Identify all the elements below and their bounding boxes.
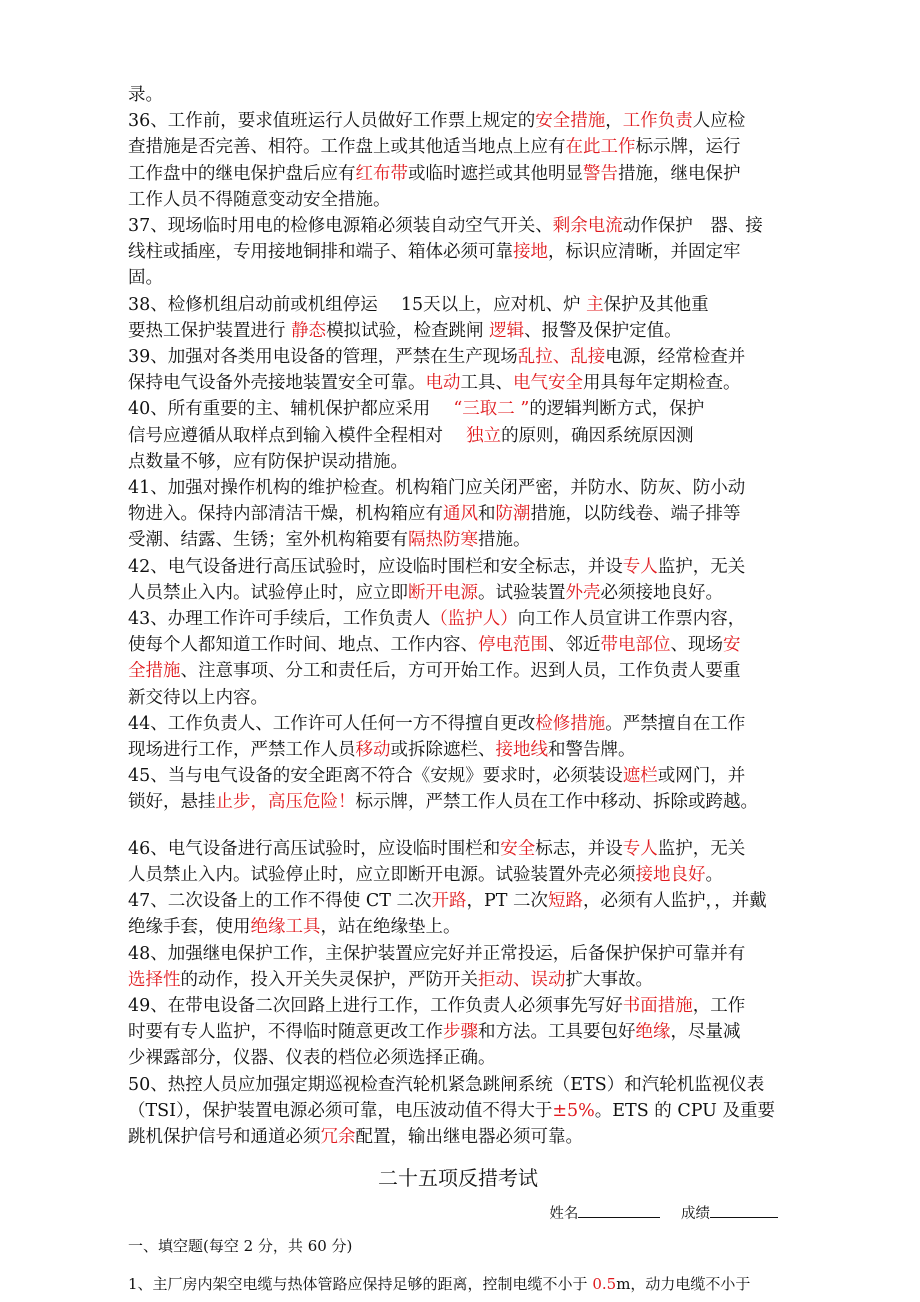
text-segment: 跳机保护信号和通道必须	[128, 1126, 321, 1147]
text-line	[128, 423, 788, 449]
highlighted-answer: 开路	[431, 891, 467, 912]
question-1	[128, 1272, 788, 1296]
text-line	[128, 836, 788, 862]
text-line	[128, 888, 788, 914]
document-page	[128, 82, 788, 1296]
text-segment: 42、电气设备进行高压试验时，应设临时围栏和安全标志，并设	[128, 556, 623, 577]
highlighted-answer: ±5%	[552, 1100, 595, 1121]
text-segment: 和方法。工具要包好	[478, 1022, 636, 1043]
text-segment: 录。	[128, 85, 163, 105]
text-segment: 必须接地良好。	[600, 582, 723, 603]
highlighted-answer: 独立	[466, 425, 502, 446]
text-segment: 措施，继电保护	[618, 163, 741, 184]
text-line	[128, 711, 788, 737]
text-segment: 线柱或插座，专用接地铜排和端子、箱体必须可靠	[128, 242, 513, 263]
highlighted-answer: 0.5	[592, 1275, 617, 1294]
text-line	[128, 862, 788, 888]
text-segment: 使每个人都知道工作时间、地点、工作内容、	[128, 635, 478, 656]
text-line	[128, 134, 788, 160]
highlighted-answer: 绝缘	[635, 1022, 671, 1043]
highlighted-answer: 专人	[622, 556, 658, 577]
highlighted-answer: 警告	[583, 163, 618, 184]
highlighted-answer: 防潮	[495, 504, 531, 525]
text-line	[128, 161, 788, 187]
highlighted-answer: 步骤	[443, 1022, 478, 1043]
text-line	[128, 239, 788, 265]
highlighted-answer: 检修措施	[535, 713, 606, 734]
highlighted-answer: 接地良好	[635, 864, 706, 885]
text-line	[128, 580, 788, 606]
text-line	[128, 1098, 788, 1124]
text-segment: 或拆除遮栏、	[390, 740, 496, 761]
text-segment: 、现场	[670, 635, 723, 656]
text-segment: 动作保护 器、接	[622, 216, 763, 237]
text-line	[128, 108, 788, 134]
text-segment: 措施。	[478, 530, 531, 551]
text-line	[128, 527, 788, 553]
highlighted-answer: 通风	[443, 504, 478, 525]
name-label: 姓名	[549, 1206, 579, 1223]
paragraph-gap	[128, 816, 788, 836]
text-segment: 新交待以上内容。	[128, 687, 268, 708]
text-segment: 标示牌，运行	[635, 137, 741, 158]
text-segment: 。试验装置	[478, 582, 566, 603]
highlighted-answer: 外壳	[565, 582, 601, 603]
exam-title: 二十五项反措考试	[378, 1166, 538, 1191]
highlighted-answer: 接地	[513, 242, 548, 263]
text-segment: 。	[705, 864, 723, 885]
text-segment: 的逻辑判断方式，保护	[529, 399, 705, 420]
text-segment: 人员禁止入内。试验停止时，应立即断开电源。试验装置外壳必须	[128, 864, 636, 885]
text-segment: 时要有专人监护，不得临时随意更改工作	[128, 1022, 443, 1043]
text-segment: 受潮、结露、生锈；室外机构箱要有	[128, 530, 408, 551]
text-line	[128, 475, 788, 501]
text-segment: 和	[478, 504, 496, 525]
highlighted-answer: 安全	[500, 838, 536, 859]
highlighted-answer: 红布带	[355, 163, 408, 184]
text-segment: 44、工作负责人、工作许可人任何一方不得擅自更改	[128, 713, 536, 734]
text-segment: 和警告牌。	[548, 740, 636, 761]
text-segment: 查措施是否完善、相符。工作盘上或其他适当地点上应有	[128, 137, 566, 158]
text-segment: 工作盘中的继电保护盘后应有	[128, 163, 356, 184]
text-segment: 保持电气设备外壳接地装置安全可靠。	[128, 373, 426, 394]
highlighted-answer: 专人	[622, 838, 658, 859]
text-segment: 监护，无关	[657, 838, 746, 859]
text-line	[128, 344, 788, 370]
text-segment: 保护及其他重	[603, 294, 709, 315]
text-segment: 要热工保护装置进行	[128, 320, 292, 341]
highlighted-answer: 工作负责	[622, 111, 693, 132]
highlighted-answer: 接地线	[495, 740, 548, 761]
text-line	[128, 941, 788, 967]
highlighted-answer: 绝缘工具	[250, 917, 321, 938]
text-line	[128, 606, 788, 632]
highlighted-answer: 在此工作	[565, 137, 636, 158]
highlighted-answer: 停电范围	[478, 635, 548, 656]
text-segment: 38、检修机组启动前或机组停运 15天以上，应对机、炉	[128, 294, 587, 315]
text-line	[128, 187, 788, 213]
text-line	[128, 658, 788, 684]
text-line	[128, 318, 788, 344]
text-segment: 。严禁擅自在工作	[605, 713, 746, 734]
highlighted-answer: 乱拉、乱接	[517, 347, 606, 368]
highlighted-answer: 带电部位	[600, 635, 671, 656]
text-segment: 工作人员不得随意变动安全措施。	[128, 189, 391, 210]
answer-block-46-50	[128, 836, 788, 1150]
text-segment: 。ETS 的 CPU 及重要	[594, 1100, 775, 1121]
text-segment: ，工作	[692, 995, 746, 1016]
highlighted-answer: 遮栏	[622, 766, 658, 787]
text-line	[128, 1072, 788, 1098]
highlighted-answer: 选择性	[128, 969, 181, 990]
highlighted-answer: 止步，高压危险！	[215, 792, 356, 813]
text-line	[128, 914, 788, 940]
highlighted-answer: 电气安全	[513, 373, 583, 394]
highlighted-answer: “三取二 ”	[453, 399, 530, 420]
text-segment: 37、现场临时用电的检修电源箱必须装自动空气开关、	[128, 216, 553, 237]
text-segment: 向工作人员宣讲工作票内容，	[517, 609, 746, 630]
text-segment: ，PT 二次	[466, 891, 548, 912]
answer-block-36-45	[128, 82, 788, 816]
highlighted-answer: 逻辑	[489, 320, 525, 341]
text-segment: 、邻近	[548, 635, 601, 656]
text-segment: 39、加强对各类用电设备的管理，严禁在生产现场	[128, 347, 518, 368]
text-line	[128, 789, 788, 815]
section-heading: 一、填空题(每空 2 分，共 60 分)	[128, 1237, 353, 1256]
text-segment: 或网门，并	[657, 766, 746, 787]
text-segment: 锁好，悬挂	[128, 792, 216, 813]
highlighted-answer: 全措施	[128, 661, 181, 682]
highlighted-answer: 主	[586, 294, 604, 315]
text-segment: 标志，并设	[535, 838, 623, 859]
name-blank[interactable]	[578, 1202, 660, 1218]
name-score-row	[128, 1202, 788, 1226]
text-segment: 49、在带电设备二次回路上进行工作，工作负责人必须事先写好	[128, 995, 623, 1016]
text-segment: 现场进行工作，严禁工作人员	[128, 740, 356, 761]
text-segment: 47、二次设备上的工作不得使 CT 二次	[128, 891, 432, 912]
highlighted-answer: 冗余	[320, 1126, 356, 1147]
highlighted-answer: （监护人）	[430, 609, 518, 630]
text-line	[128, 554, 788, 580]
text-line	[128, 292, 788, 318]
text-segment: 固。	[128, 268, 163, 289]
text-line	[128, 1045, 788, 1071]
highlighted-answer: 书面措施	[622, 995, 693, 1016]
text-line	[128, 265, 788, 291]
text-segment: 人应检	[692, 111, 746, 132]
text-line	[128, 82, 788, 108]
highlighted-answer: 短路	[547, 891, 583, 912]
text-segment: 46、电气设备进行高压试验时，应设临时围栏和	[128, 838, 501, 859]
text-segment: ，	[605, 111, 623, 132]
text-segment: 50、热控人员应加强定期巡视检查汽轮机紧急跳闸系统（ETS）和汽轮机监视仪表	[128, 1074, 765, 1095]
text-segment: ，必须有人监护，，并戴	[582, 891, 767, 912]
text-segment: 的动作，投入开关失灵保护，严防开关	[180, 969, 478, 990]
text-segment: 扩大事故。	[565, 969, 653, 990]
highlighted-answer: 断开电源	[408, 582, 478, 603]
text-segment: 工具、	[460, 373, 513, 394]
score-blank[interactable]	[710, 1202, 778, 1218]
text-segment: ，尽量减	[670, 1022, 741, 1043]
text-line	[128, 1124, 788, 1150]
text-segment: 45、当与电气设备的安全距离不符合《安规》要求时，必须装设	[128, 766, 623, 787]
text-line	[128, 370, 788, 396]
text-line	[128, 396, 788, 422]
text-line	[128, 993, 788, 1019]
text-segment: 电源，经常检查并	[605, 347, 746, 368]
text-segment: 监护，无关	[657, 556, 746, 577]
text-line	[128, 632, 788, 658]
text-segment: 模拟试验，检查跳闸	[326, 320, 490, 341]
text-line	[128, 685, 788, 711]
text-segment: 40、所有重要的主、辅机保护都应采用	[128, 399, 454, 420]
highlighted-answer: 移动	[355, 740, 391, 761]
highlighted-answer: 拒动、误动	[478, 969, 566, 990]
text-line	[128, 501, 788, 527]
text-segment: 绝缘手套，使用	[128, 917, 251, 938]
text-segment: 信号应遵循从取样点到输入模件全程相对	[128, 425, 467, 446]
text-segment: 、报警及保护定值。	[524, 320, 682, 341]
highlighted-answer: 安全措施	[535, 111, 606, 132]
text-segment: 的原则，确因系统原因测	[501, 425, 694, 446]
text-line	[128, 763, 788, 789]
text-segment: 物进入。保持内部清洁干燥，机构箱应有	[128, 504, 443, 525]
highlighted-answer: 电动	[425, 373, 461, 394]
text-segment: 1、主厂房内架空电缆与热体管路应保持足够的距离，控制电缆不小于	[128, 1275, 593, 1294]
text-segment: 配置，输出继电器必须可靠。	[355, 1126, 583, 1147]
text-segment: 标示牌，严禁工作人员在工作中移动、拆除或跨越。	[355, 792, 758, 813]
text-line	[128, 213, 788, 239]
text-segment: 或临时遮拦或其他明显	[408, 163, 583, 184]
text-segment: 43、办理工作许可手续后，工作负责人	[128, 609, 431, 630]
text-segment: 用具每年定期检查。	[583, 373, 741, 394]
highlighted-answer: 剩余电流	[552, 216, 623, 237]
text-segment: 点数量不够，应有防保护误动措施。	[128, 451, 408, 472]
text-segment: 41、加强对操作机构的维护检查。机构箱门应关闭严密，并防水、防灰、防小动	[128, 478, 746, 499]
text-segment: 、注意事项、分工和责任后，方可开始工作。迟到人员，工作负责人要重	[180, 661, 741, 682]
text-segment: m，动力电缆不小于	[616, 1275, 751, 1294]
text-segment: ，标识应清晰，并固定牢	[548, 242, 741, 263]
highlighted-answer: 静态	[291, 320, 327, 341]
text-line	[128, 967, 788, 993]
text-line	[128, 1019, 788, 1045]
text-line	[128, 737, 788, 763]
text-segment: 少裸露部分，仪器、仪表的档位必须选择正确。	[128, 1048, 496, 1069]
text-segment: （TSI），保护装置电源必须可靠，电压波动值不得大于	[128, 1100, 553, 1121]
text-segment: 人员禁止入内。试验停止时，应立即	[128, 582, 408, 603]
text-segment: 36、工作前，要求值班运行人员做好工作票上规定的	[128, 111, 536, 132]
text-segment: 措施，以防线卷、端子排等	[530, 504, 741, 525]
text-segment: ，站在绝缘垫上。	[320, 917, 461, 938]
text-segment: 48、加强继电保护工作，主保护装置应完好并正常投运，后备保护保护可靠并有	[128, 943, 746, 964]
score-label: 成绩	[681, 1206, 710, 1223]
highlighted-answer: 隔热防寒	[408, 530, 478, 551]
text-line	[128, 449, 788, 475]
highlighted-answer: 安	[723, 635, 741, 656]
